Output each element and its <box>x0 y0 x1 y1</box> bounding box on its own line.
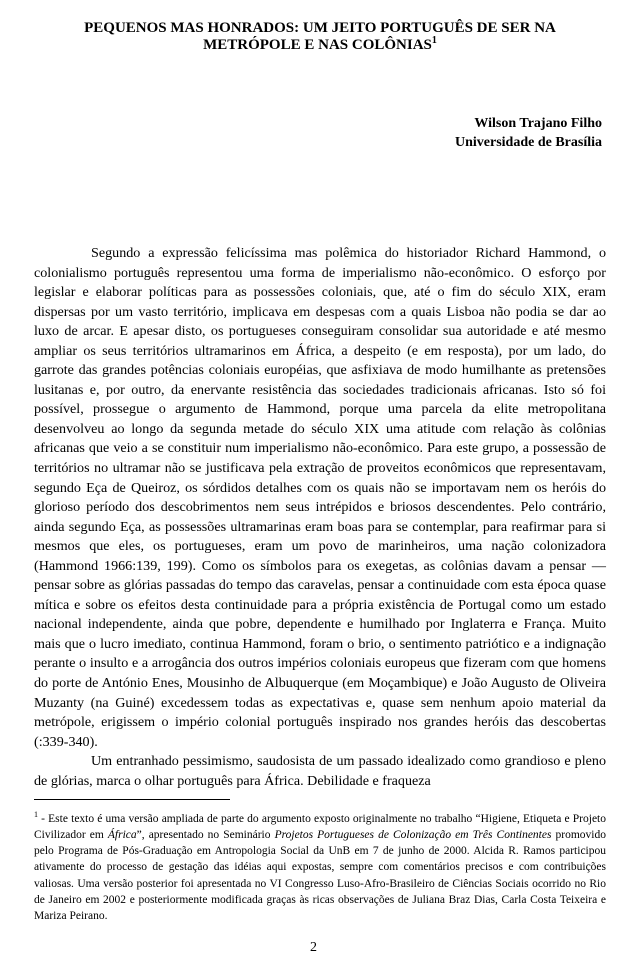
title-line-1: PEQUENOS MAS HONRADOS: UM JEITO PORTUGUÊS DE SER NA <box>84 20 556 36</box>
paragraph-2: Um entranhado pessimismo, saudosista de um passado idealizado como grandioso e pleno de glórias, marca o olhar português para África. Debilidade e fraqueza <box>34 753 606 789</box>
footnote-1 <box>34 807 606 924</box>
title-footnote-ref[interactable]: 1 <box>431 35 437 46</box>
paragraph-1: Segundo a expressão felicíssima mas polêmica do historiador Richard Hammond, o colonialismo português representou uma forma de imperialismo não-econômico. O esforço por legislar e elaborar políticas para as possessões coloniais, que, até o fim do século XIX, eram dispersas por um vasto território, implicava em despesas com a quais Lisboa não podia se dar ao luxo de arcar. E apesar disto, os portugueses conseguiram consolidar sua autoridade e até mesmo ampliar os seus territórios ultramarinos em África, a despeito (e em resposta), por um lado, do garrote das grandes potências coloniais européias, que asfixiava de modo humilhante as pretensões lusitanas e, por outro, da enervante resistência das sociedades tradicionais africanas. Isto só foi possível, prossegue o argumento de Hammond, porque uma parcela da elite metropolitana desenvolveu ao longo da segunda metade do século XIX uma atitude com relação às colônias africanas que veio a se constituir num imperialismo não-econômico. Para este grupo, a possessão de territórios no ultramar não se justificava pela extração de proveitos econômicos que representavam, segundo Eça de Queiroz, os sórdidos detalhes com os quais não se importavam nem os heróis do glorioso período dos descobrimentos nem seus intrépidos e briosos descendentes. Pelo contrário, ainda segundo Eça, as possessões ultramarinas eram boas para se contemplar, para reafirmar para si mesmos que eles, os portugueses, eram um povo de marinheiros, uma nação colonizadora (Hammond 1966:139, 199). Como os símbolos para os exegetas, as colônias davam a pensar — pensar sobre as glórias passadas do tempo das caravelas, pensar a continuidade com esta época quase mítica e sobre os efeitos desta continuidade para a própria existência de Portugal como um estado nacional independente, ainda que pobre, dependente e humilhado por Inglaterra e França. Muito mais que o lucro imediato, continua Hammond, foram o brio, o sentimento patriótico e a indignação perante o insulto e a arrogância dos outros impérios coloniais europeus que fizeram com que homens do porte de António Enes, Mousinho de Albuquerque (em Moçambique) e João Augusto de Oliveira Muzanty (na Guiné) excedessem todas as expectativas e, quase sem nenhum apoio material da metrópole, erigissem o império colonial português inspirado nos grandes heróis das descobertas (:339-340). <box>34 245 606 750</box>
page-number: 2 <box>310 940 317 955</box>
author-affiliation: Universidade de Brasília <box>454 135 602 150</box>
title-line-2 <box>60 37 580 54</box>
footnote-text-3: promovido pelo Programa de Pós-Graduação em Antropologia Social da UnB em 7 de junho de 2000. Alcida R. Ramos participou ativamente do processo de gestação das idéias aqui expostas, sempre com comentários precisos e com contribuições valiosas. Uma versão posterior foi apresentada no VI Congresso Luso-Afro-Brasileiro de Ciências Sociais ocorrido no Rio de Janeiro em 2002 e posteriormente modificada graças às ricas observações de Juliana Braz Dias, Carla Costa Teixeira e Mariza Peirano. <box>34 829 606 923</box>
paper-title <box>60 20 580 54</box>
footnote-number: 1 <box>34 810 38 819</box>
title-line-2-text: METRÓPOLE E NAS COLÔNIAS <box>203 37 432 53</box>
footnote-separator <box>34 799 230 800</box>
footnote-text-1: - Este texto é uma versão ampliada de parte do argumento exposto originalmente no trabalho “Higiene, Etiqueta e Projeto Civilizador em <box>34 812 606 842</box>
author-block <box>455 114 602 152</box>
footnote-text-2: ”, apresentado no Seminário <box>136 829 275 842</box>
footnote-italic-1: África <box>107 829 137 842</box>
body-text <box>34 244 606 791</box>
footnote-italic-2: Projetos Portugueses de Colonização em Três Continentes <box>274 829 552 842</box>
author-name: Wilson Trajano Filho <box>474 116 602 131</box>
